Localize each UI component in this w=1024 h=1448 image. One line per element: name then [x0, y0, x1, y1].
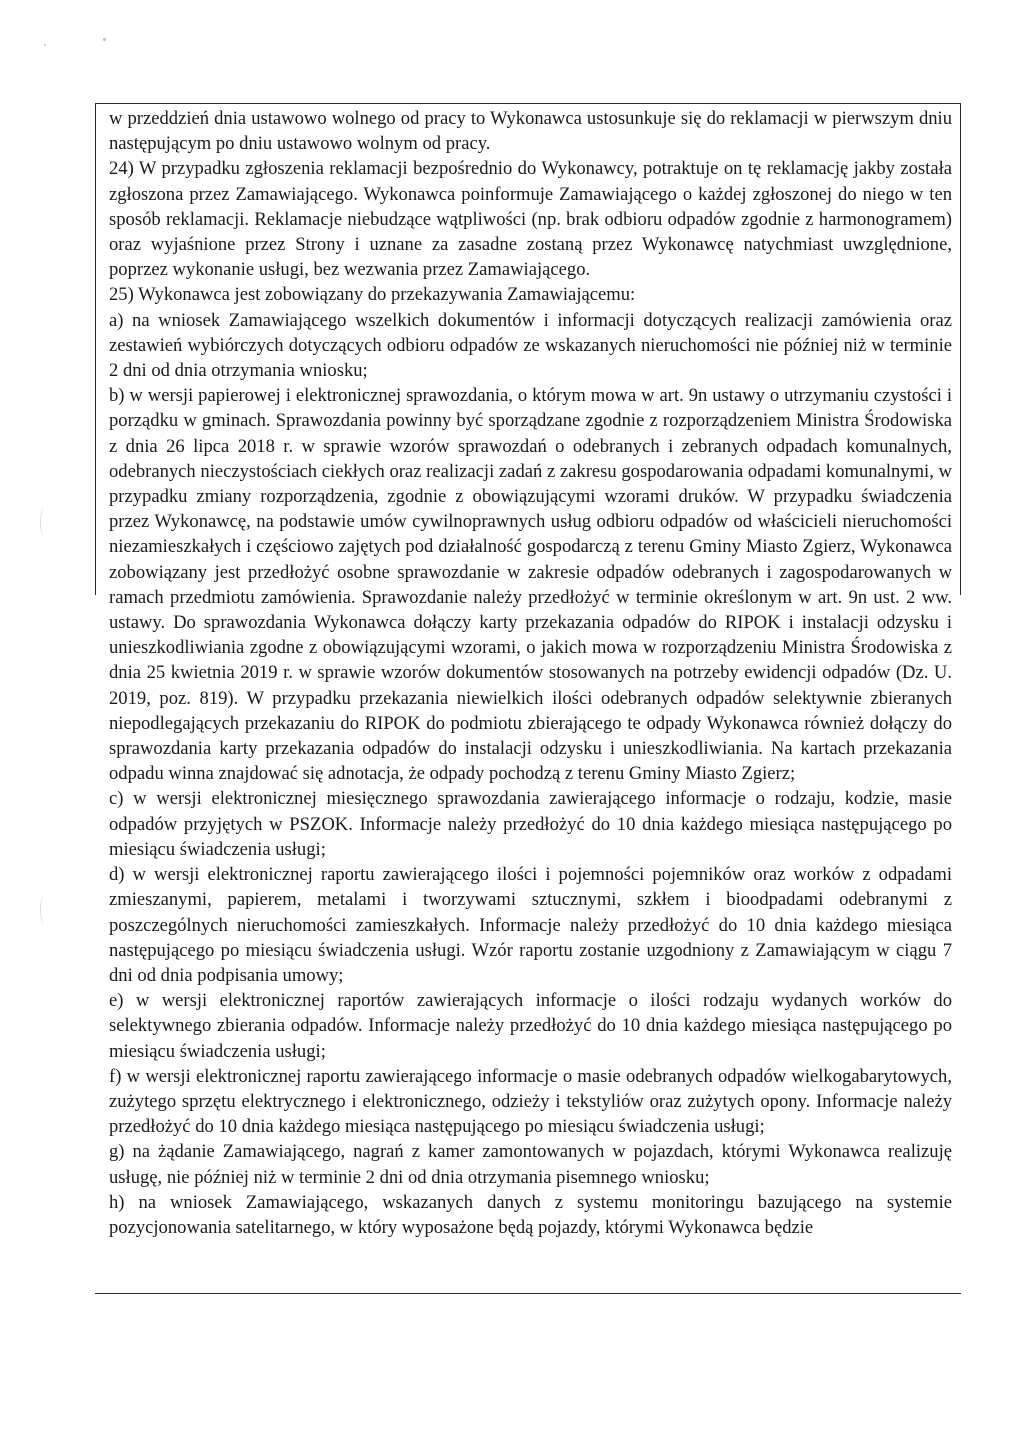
paragraph-continuation: w przeddzień dnia ustawowo wolnego od pracy to Wykonawca ustosunkuje się do reklamacji w pierwszym dniu następującym po dniu ustawowo wolnym od pracy.: [109, 108, 952, 155]
paragraph-25f: f) w wersji elektronicznej raportu zawierającego informacje o masie odebranych odpadów wielkogabarytowych, zużytego sprzętu elektrycznego i elektronicznego, odzieży i tekstyliów oraz zużytych opony. Informacje należy przedłożyć do 10 dnia każdego miesiąca następującego po miesiącu świadczenia usługi;: [109, 1065, 952, 1138]
scan-speck-top: [103, 38, 106, 41]
document-frame-bottom: [95, 1293, 961, 1294]
paragraph-25: 25) Wykonawca jest zobowiązany do przekazywania Zamawiającemu:: [109, 284, 636, 306]
scan-mark-left-upper: [40, 508, 49, 536]
paragraph-25d: d) w wersji elektronicznej raportu zawierającego ilości i pojemności pojemników oraz worków z odpadami zmieszanymi, papierem, metalami i tworzywami sztucznymi, szkłem i bioodpadami odebranymi z poszczególnych nieruchomości zamieszkałych. Informacje należy przedłożyć do 10 dnia każdego miesiąca następującego po miesiącu świadczenia usługi. Wzór raportu zostanie uzgodniony z Zamawiającym w ciągu 7 dni od dnia podpisania umowy;: [109, 864, 952, 986]
paragraph-25b: b) w wersji papierowej i elektronicznej sprawozdania, o którym mowa w art. 9n ustawy o utrzymaniu czystości i porządku w gminach. Sprawozdania powinny być sporządzane zgodnie z rozporządzeniem Ministra Środowiska z dnia 26 lipca 2018 r. w sprawie wzorów sprawozdań o odebranych i zebranych odpadach komunalnych, odebranych nieczystościach ciekłych oraz realizacji zadań z zakresu gospodarowania odpadami komunalnymi, w przypadku zmiany rozporządzenia, zgodnie z obowiązującymi wzorami druków. W przypadku świadczenia przez Wykonawcę, na podstawie umów cywilnoprawnych usług odbioru odpadów od właścicieli nieruchomości niezamieszkałych i częściowo zajętych pod działalność gospodarczą z terenu Gminy Miasto Zgierz, Wykonawca zobowiązany jest przedłożyć osobne sprawozdanie w zakresie odpadów odebranych i zagospodarowanych w ramach przedmiotu zamówienia. Sprawozdanie należy przedłożyć w terminie określonym w art. 9n ust. 2 ww. ustawy. Do sprawozdania Wykonawca dołączy karty przekazania odpadów do RIPOK i instalacji odzysku i unieszkodliwiania zgodne z obowiązującymi wzorami, o jakich mowa w rozporządzeniu Ministra Środowiska z dnia 25 kwietnia 2019 r. w sprawie wzorów dokumentów stosowanych na potrzeby ewidencji odpadów (Dz. U. 2019, poz. 819). W przypadku przekazania niewielkich ilości odebranych odpadów selektywnie zbieranych niepodlegających przekazaniu do RIPOK do podmiotu zbierającego te odpady Wykonawca również dołączy do sprawozdania karty przekazania odpadów do instalacji odzysku i unieszkodliwiania. Na kartach przekazania odpadu winna znajdować się adnotacja, że odpady pochodzą z terenu Gminy Miasto Zgierz;: [109, 385, 952, 785]
scan-speck-top-left: [44, 44, 46, 46]
paragraph-25g: g) na żądanie Zamawiającego, nagrań z kamer zamontowanych w pojazdach, którymi Wykonawca realizuję usługę, nie później niż w terminie 2 dni od dnia otrzymania pisemnego wniosku;: [109, 1141, 952, 1188]
paragraph-25c: c) w wersji elektronicznej miesięcznego sprawozdania zawierającego informacje o rodzaju, kodzie, masie odpadów przyjętych w PSZOK. Informacje należy przedłożyć do 10 dnia każdego miesiąca następującego po miesiącu świadczenia usługi;: [109, 788, 952, 860]
paragraph-25e: e) w wersji elektronicznej raportów zawierających informacje o ilości rodzaju wydanych worków do selektywnego zbierania odpadów. Informacje należy przedłożyć do 10 dnia każdego miesiąca następującego po miesiącu świadczenia usługi;: [109, 990, 952, 1062]
scan-mark-left-lower: [40, 896, 49, 924]
paragraph-24: 24) W przypadku zgłoszenia reklamacji bezpośrednio do Wykonawcy, potraktuje on tę reklamację jakby została zgłoszona przez Zamawiającego. Wykonawca poinformuje Zamawiającego o każdej zgłoszonej do niego w ten sposób reklamacji. Reklamacje niebudzące wątpliwości (np. brak odbioru odpadów zgodnie z harmonogramem) oraz wyjaśnione przez Strony i uznane za zasadne zostaną przez Wykonawcę natychmiast uwzględnione, poprzez wykonanie usługi, bez wezwania przez Zamawiającego.: [109, 158, 952, 281]
document-body: [109, 106, 952, 1240]
paragraph-25a: a) na wniosek Zamawiającego wszelkich dokumentów i informacji dotyczących realizacji zamówienia oraz zestawień wybiórczych dotyczących odbioru odpadów ze wskazanych nieruchomości nie później niż w terminie 2 dni od dnia otrzymania wniosku;: [109, 309, 952, 382]
paragraph-25h: h) na wniosek Zamawiającego, wskazanych danych z systemu monitoringu bazującego na systemie pozycjonowania satelitarnego, w który wyposażone będą pojazdy, którymi Wykonawca będzie: [109, 1191, 952, 1238]
